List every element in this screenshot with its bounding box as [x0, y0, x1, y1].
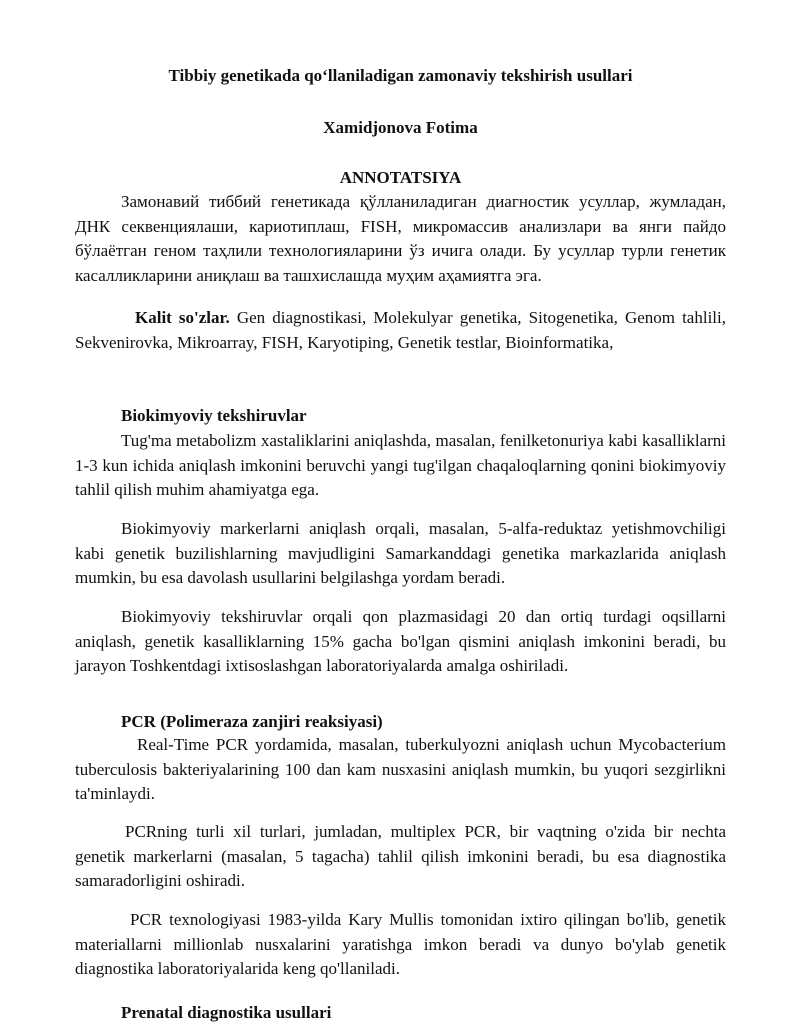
biochemical-paragraph-3: Biokimyoviy tekshiruvlar orqali qon plazmasidagi 20 dan ortiq turdagi oqsillarni aniqlash, genetik kasalliklarning 15% gacha bo'lgan qismini aniqlash imkonini beradi, bu jarayon Toshkentdagi ixtisoslashgan laboratoriyalarda amalga oshiriladi.	[75, 607, 726, 675]
biochemical-paragraph-1: Tug'ma metabolizm xastaliklarini aniqlashda, masalan, fenilketonuriya kabi kasalliklarni 1-3 kun ichida aniqlash imkonini beruvchi yangi tug'ilgan chaqaloqlarning qonini biokimyoviy tahlil qilish muhim ahamiyatga ega.	[75, 431, 726, 499]
keywords-text: Gen diagnostikasi, Molekulyar genetika, Sitogenetika, Genom tahlili, Sekvenirovka, Mikroarray, FISH, Karyotiping, Genetik testlar, Bioinformatika,	[75, 308, 726, 352]
pcr-paragraph-3: PCR texnologiyasi 1983-yilda Kary Mullis tomonidan ixtiro qilingan bo'lib, genetik materiallarni millionlab nusxalarini yaratishga imkon beradi va dunyo bo'ylab genetik diagnostika laboratoriyalarida keng qo'llaniladi.	[75, 910, 726, 978]
section-heading-pcr: PCR (Polimeraza zanjiri reaksiyasi)	[121, 712, 383, 731]
section-heading-biochemical: Biokimyoviy tekshiruvlar	[121, 406, 307, 425]
abstract-heading: ANNOTATSIYA	[339, 168, 462, 187]
pcr-paragraph-1: Real-Time PCR yordamida, masalan, tuberkulyozni aniqlash uchun Mycobacterium tuberculosis bakteriyalarining 100 dan kam nusxasini aniqlash mumkin, bu yuqori sezgirlikni ta'minlaydi.	[75, 735, 726, 803]
author-name: Xamidjonova Fotima	[323, 118, 478, 137]
abstract-paragraph: Замонавий тиббий генетикада қўлланиладиган диагностик усуллар, жумладан, ДНК секвенциялаши, кариотиплаш, FISH, микромассив анализлари ва янги пайдо бўлаётган геном таҳлили технологияларини ўз ичига олади. Бу усуллар турли генетик касалликларини аниқлаш ва ташхислашда муҳим аҳамиятга эга.	[75, 192, 726, 285]
document-title: Tibbiy genetikada qo‘llaniladigan zamonaviy tekshirish usullari	[168, 66, 633, 85]
keywords-label: Kalit so'zlar.	[135, 308, 230, 327]
biochemical-paragraph-2: Biokimyoviy markerlarni aniqlash orqali, masalan, 5-alfa-reduktaz yetishmovchiligi kabi genetik buzilishlarning mavjudligini Samarkanddagi genetika markazlarida aniqlash mumkin, bu esa davolash usullarini belgilashga yordam beradi.	[75, 519, 726, 587]
pcr-paragraph-2: PCRning turli xil turlari, jumladan, multiplex PCR, bir vaqtning o'zida bir nechta genetik markerlarni (masalan, 5 tagacha) tahlil qilish imkonini beradi, bu esa diagnostika samaradorligini oshiradi.	[75, 822, 726, 890]
keywords-paragraph	[75, 306, 726, 355]
section-heading-prenatal: Prenatal diagnostika usullari	[121, 1003, 332, 1022]
